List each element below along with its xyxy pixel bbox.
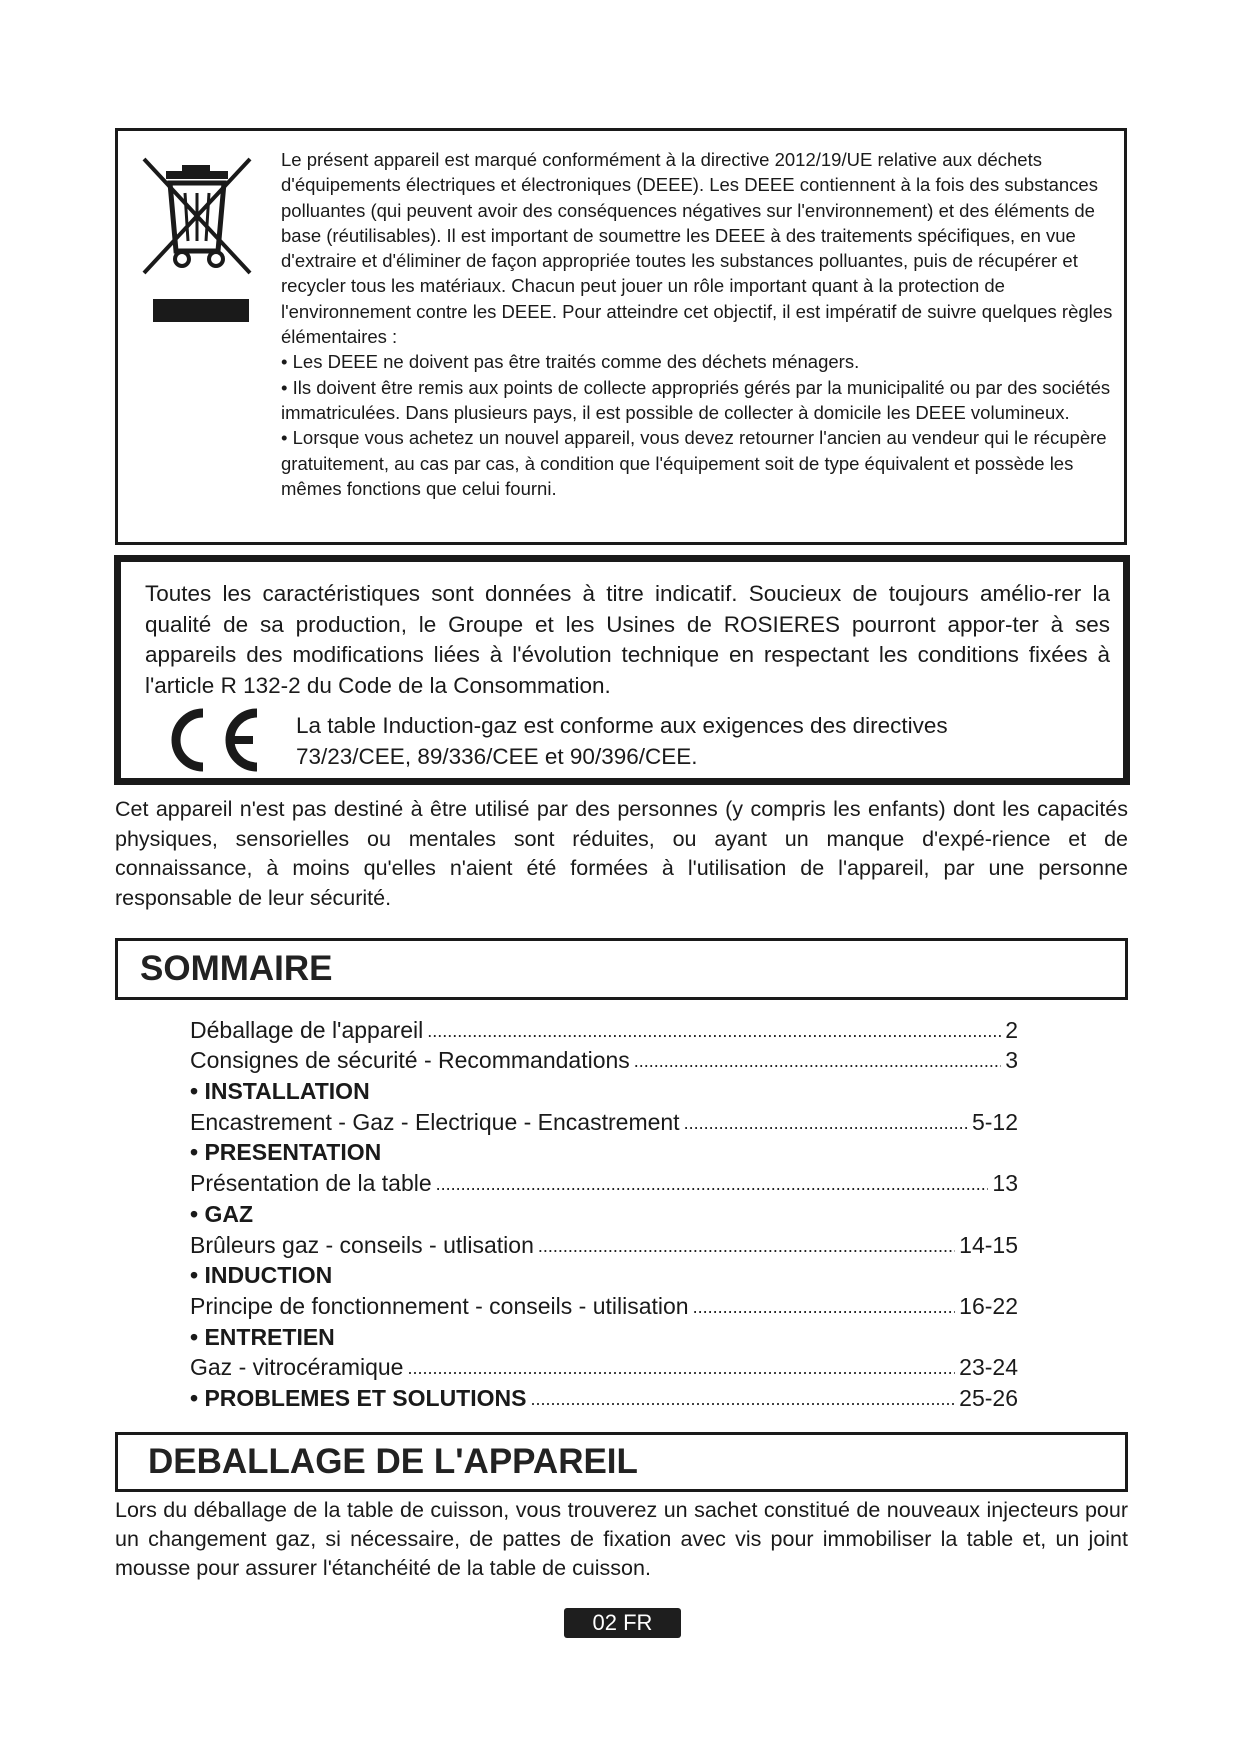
toc-entry[interactable]	[190, 1228, 1018, 1259]
toc-section-heading: • PRESENTATION	[190, 1139, 382, 1166]
toc-entry-page: 25-26	[959, 1384, 1018, 1411]
toc-dot-leader	[684, 1114, 968, 1132]
toc-entry-label: Présentation de la table	[190, 1170, 432, 1197]
specifications-notice-box	[114, 555, 1130, 785]
deballage-text: Lors du déballage de la table de cuisson, vous trouverez un sachet constitué de nouveaux injecteurs pour un changement gaz, si nécessaire, de pattes de fixation avec vis pour immobiliser la table et, un joint mousse pour assurer l'étanchéité de la table de cuisson.	[115, 1498, 1128, 1580]
toc-entry-label: Gaz - vitrocéramique	[190, 1354, 404, 1381]
toc-entry-page: 3	[1005, 1047, 1018, 1074]
toc-dot-leader	[634, 1052, 1001, 1070]
toc-section-heading: • INSTALLATION	[190, 1078, 370, 1105]
weee-notice-box	[115, 128, 1127, 545]
weee-bullet: • Lorsque vous achetez un nouvel appareil, vous devez retourner l'ancien au vendeur qui le récupère gratuitement, au cas par cas, à condition que l'équipement soit de type équivalent et possède les mêmes fonctions que celui fourni.	[281, 427, 1107, 499]
toc-entry[interactable]	[190, 1381, 1018, 1412]
toc-dot-leader	[407, 1359, 955, 1377]
ce-conformity-line: La table Induction-gaz est conforme aux exigences des directives	[296, 713, 948, 738]
toc-entry-label: Principe de fonctionnement - conseils - utilisation	[190, 1292, 689, 1319]
toc-entry-page: 2	[1005, 1016, 1018, 1043]
toc-entry[interactable]	[190, 1166, 1018, 1197]
toc-entry[interactable]	[190, 1105, 1018, 1136]
ce-conformity-text	[296, 710, 1086, 772]
toc-entry-label: Encastrement - Gaz - Electrique - Encastrement	[190, 1108, 680, 1135]
toc-entry[interactable]	[190, 1013, 1018, 1044]
table-of-contents	[190, 1013, 1018, 1412]
weee-paragraph: Le présent appareil est marqué conformément à la directive 2012/19/UE relative aux déchets d'équipements électriques et électroniques (DEEE). Les DEEE contiennent à la fois des substances polluantes (qui peuvent avoir des conséquences négatives sur l'environnement) et des éléments de base (réutilisables). Il est important de soumettre les DEEE à des traitements spécifiques, en vue d'extraire et d'éliminer de façon appropriée toutes les substances polluantes, puis de récupérer et recycler tous les matériaux. Chacun peut jouer un rôle important quant à la protection de l'environnement contre les DEEE. Pour atteindre cet objectif, il est impératif de suivre quelques règles élémentaires :	[281, 149, 1113, 348]
toc-entry-page: 16-22	[959, 1292, 1018, 1319]
toc-section-heading: • ENTRETIEN	[190, 1323, 335, 1350]
toc-section-heading: • GAZ	[190, 1200, 253, 1227]
toc-dot-leader	[436, 1175, 989, 1193]
ce-mark-icon	[161, 705, 265, 775]
crossed-out-wheelie-bin-icon	[138, 153, 256, 281]
toc-dot-leader	[693, 1298, 956, 1316]
weee-bullet: • Ils doivent être remis aux points de collecte appropriés gérés par la municipalité ou par des sociétés immatriculées. Dans plusieurs pays, il est possible de collecter à domicile les DEEE volumineux.	[281, 376, 1111, 423]
ce-directives-line: 73/23/CEE, 89/336/CEE et 90/396/CEE.	[296, 744, 698, 769]
weee-bullet: • Les DEEE ne doivent pas être traités comme des déchets ménagers.	[281, 351, 860, 373]
usage-warning: Cet appareil n'est pas destiné à être utilisé par des personnes (y compris les enfants) dont les capacités physiques, sensorielles ou mentales sont réduites, ou ayant un manque d'expé-rience et de connaissance, à moins qu'elles n'aient été formées à l'utilisation de l'appareil, par une personne responsable de leur sécurité.	[115, 797, 1128, 910]
toc-section-heading: • INDUCTION	[190, 1262, 333, 1289]
toc-entry-page: 14-15	[959, 1231, 1018, 1258]
toc-entry-page: 23-24	[959, 1354, 1018, 1381]
toc-entry-label: • PROBLEMES ET SOLUTIONS	[190, 1384, 527, 1411]
toc-entry[interactable]	[190, 1289, 1018, 1320]
toc-entry-label: Brûleurs gaz - conseils - utlisation	[190, 1231, 534, 1258]
toc-entry-label: Déballage de l'appareil	[190, 1016, 424, 1043]
toc-entry-page: 5-12	[971, 1108, 1018, 1135]
weee-notice-text	[281, 147, 1116, 501]
deballage-heading: DEBALLAGE DE L'APPAREIL	[115, 1432, 1128, 1492]
weee-black-bar	[153, 299, 249, 322]
sommaire-heading: SOMMAIRE	[115, 938, 1128, 1000]
toc-entry-page: 13	[992, 1170, 1018, 1197]
toc-entry[interactable]	[190, 1044, 1018, 1075]
toc-entry[interactable]	[190, 1351, 1018, 1382]
toc-dot-leader	[538, 1237, 955, 1255]
toc-dot-leader	[530, 1390, 955, 1408]
specifications-notice-text: Toutes les caractéristiques sont données à titre indicatif. Soucieux de toujours amélio-rer la qualité de sa production, le Groupe et les Usines de ROSIERES pourront appor-ter à ses appareils des modifications liées à l'évolution technique en respectant les conditions fixées à l'article R 132-2 du Code de la Consommation.	[145, 581, 1110, 698]
toc-entry-label: Consignes de sécurité - Recommandations	[190, 1047, 630, 1074]
page-number-badge: 02 FR	[564, 1608, 681, 1638]
toc-dot-leader	[427, 1022, 1001, 1040]
